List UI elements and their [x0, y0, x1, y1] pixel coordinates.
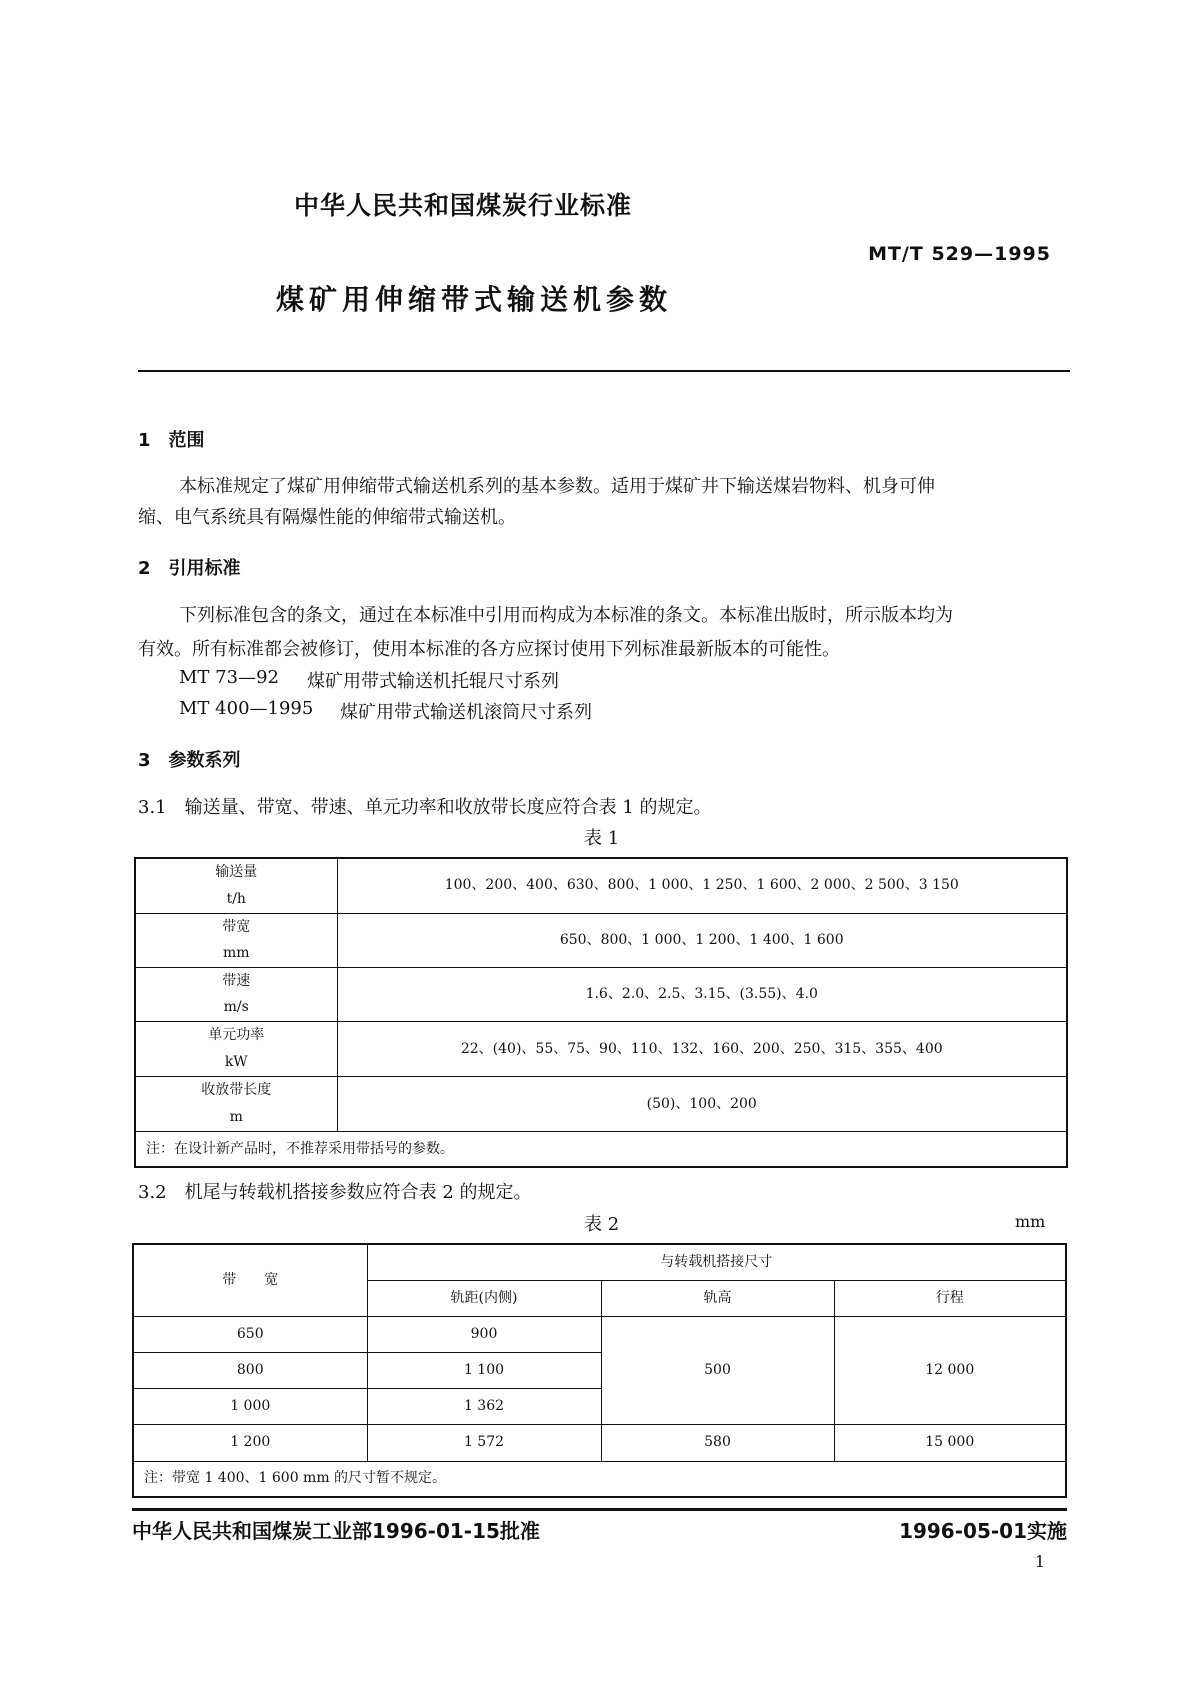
gauge-cell: 1 362 — [367, 1388, 601, 1424]
param-values: 1.6、2.0、2.5、3.15、(3.55)、4.0 — [337, 967, 1067, 1021]
gauge-cell: 900 — [367, 1316, 601, 1352]
belt-width-cell: 800 — [133, 1352, 367, 1388]
travel-cell: 15 000 — [834, 1424, 1066, 1461]
reference-title: 煤矿用带式输送机托辊尺寸系列 — [307, 671, 559, 692]
param-values: 22、(40)、55、75、90、110、132、160、200、250、315、355、400 — [337, 1021, 1067, 1076]
header-belt-width: 带 宽 — [133, 1244, 367, 1316]
table-2-unit: mm — [1015, 1212, 1046, 1231]
section-2-text: 下列标准包含的条文，通过在本标准中引用而构成为本标准的条文。本标准出版时，所示版本均为 — [179, 605, 953, 626]
reference-code: MT 400—1995 — [179, 698, 314, 719]
belt-width-cell: 1 200 — [133, 1424, 367, 1461]
param-name: 带宽 mm — [135, 913, 337, 967]
section-1-heading: 1 范围 — [138, 430, 205, 451]
table-1 — [134, 857, 1068, 1168]
param-name: 收放带长度 m — [135, 1076, 337, 1131]
param-values: 100、200、400、630、800、1 000、1 250、1 600、2 000、2 500、3 150 — [337, 858, 1067, 913]
gauge-cell: 1 572 — [367, 1424, 601, 1461]
header-rail-height: 轨高 — [601, 1280, 834, 1316]
standard-code: MT/T 529—1995 — [868, 243, 1051, 265]
reference-code: MT 73—92 — [179, 667, 279, 688]
clause-3-2: 3.2 机尾与转载机搭接参数应符合表 2 的规定。 — [138, 1182, 532, 1203]
table-2-caption: 表 2 — [584, 1214, 620, 1235]
header-divider — [138, 370, 1070, 372]
section-1-text: 缩、电气系统具有隔爆性能的伸缩带式输送机。 — [138, 507, 516, 528]
gauge-cell: 1 100 — [367, 1352, 601, 1388]
clause-3-1: 3.1 输送量、带宽、带速、单元功率和收放带长度应符合表 1 的规定。 — [138, 797, 712, 818]
param-name: 单元功率 kW — [135, 1021, 337, 1076]
param-values: (50)、100、200 — [337, 1076, 1067, 1131]
belt-width-cell: 650 — [133, 1316, 367, 1352]
header-overlap-dimensions: 与转载机搭接尺寸 — [367, 1244, 1066, 1280]
org-standard-title: 中华人民共和国煤炭行业标准 — [294, 191, 633, 220]
header-gauge: 轨距(内侧) — [367, 1280, 601, 1316]
rail-height-cell: 500 — [601, 1316, 834, 1424]
section-2-text: 有效。所有标准都会被修订，使用本标准的各方应探讨使用下列标准最新版本的可能性。 — [138, 639, 840, 660]
rail-height-cell: 580 — [601, 1424, 834, 1461]
approval-line: 中华人民共和国煤炭工业部1996-01-15批准 — [132, 1519, 540, 1543]
section-1-text: 本标准规定了煤矿用伸缩带式输送机系列的基本参数。适用于煤矿井下输送煤岩物料、机身可伸 — [179, 476, 935, 497]
reference-title: 煤矿用带式输送机滚筒尺寸系列 — [340, 702, 592, 723]
param-name: 带速 m/s — [135, 967, 337, 1021]
param-name: 输送量 t/h — [135, 858, 337, 913]
table-1-caption: 表 1 — [584, 828, 620, 849]
page-number: 1 — [1034, 1552, 1045, 1571]
effective-date: 1996-05-01实施 — [899, 1519, 1067, 1543]
section-2-heading: 2 引用标准 — [138, 558, 241, 579]
table-2-note: 注：带宽 1 400、1 600 mm 的尺寸暂不规定。 — [133, 1461, 1066, 1497]
param-values: 650、800、1 000、1 200、1 400、1 600 — [337, 913, 1067, 967]
header-travel: 行程 — [834, 1280, 1066, 1316]
document-title: 煤矿用伸缩带式输送机参数 — [276, 283, 673, 316]
table-1-note: 注：在设计新产品时，不推荐采用带括号的参数。 — [135, 1131, 1067, 1167]
travel-cell: 12 000 — [834, 1316, 1066, 1424]
belt-width-cell: 1 000 — [133, 1388, 367, 1424]
table-2 — [132, 1243, 1067, 1498]
section-3-heading: 3 参数系列 — [138, 750, 241, 771]
footer-divider — [132, 1508, 1067, 1511]
